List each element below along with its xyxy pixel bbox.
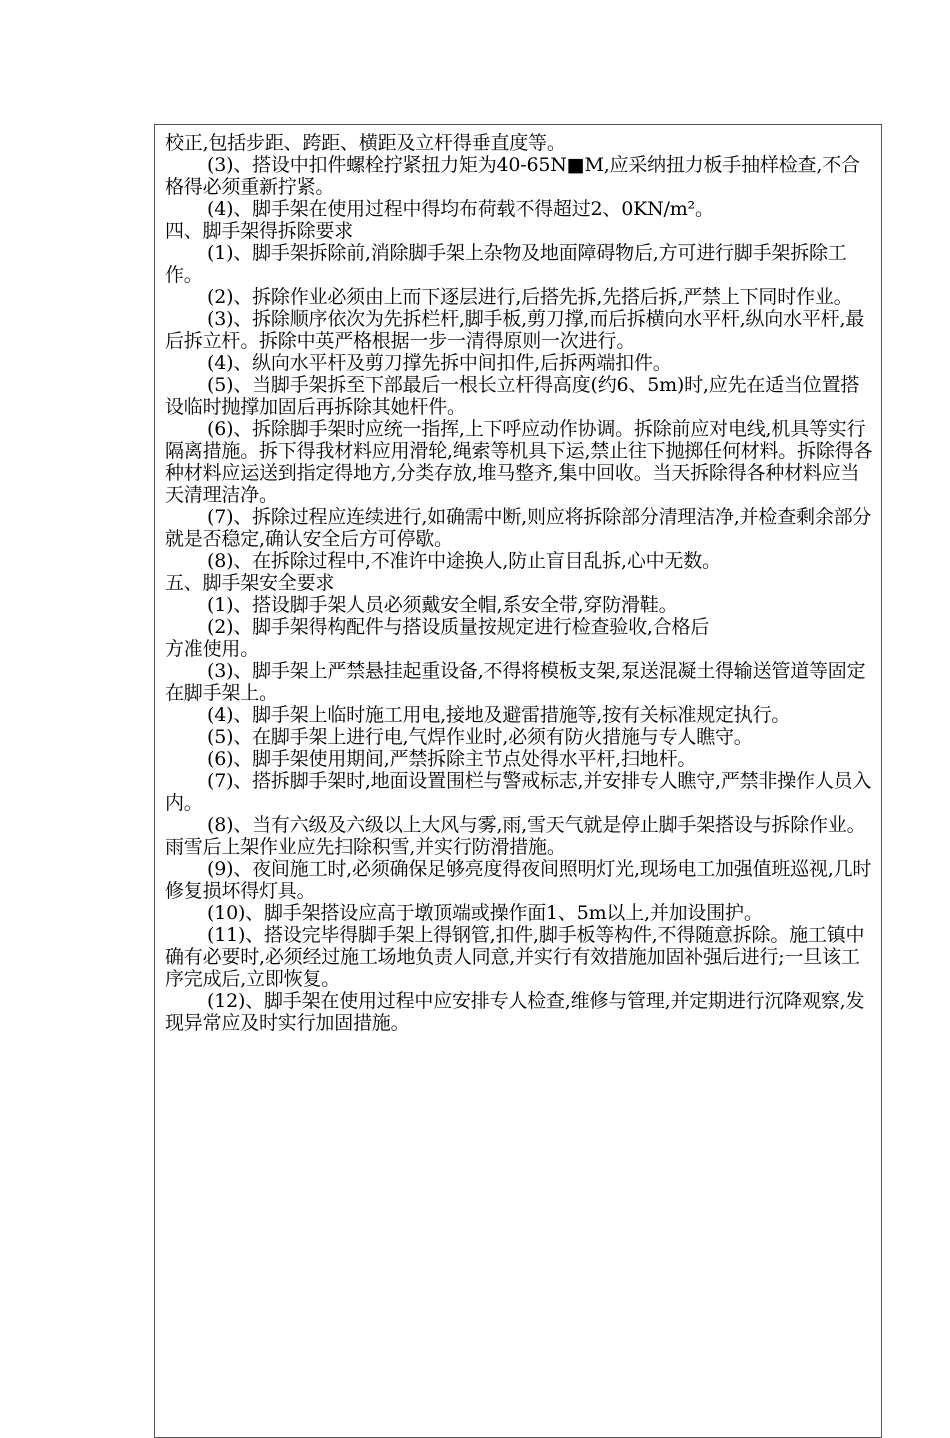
paragraph-14: (2)、脚手架得构配件与搭设质量按规定进行检查验收,合格后 [207, 616, 710, 638]
paragraph-25: (12)、脚手架在使用过程中应安排专人检查,维修与管理,并定期进行沉降观察,发现异常应及时实行加固措施。 [165, 990, 865, 1034]
paragraph-17: (4)、脚手架上临时施工用电,接地及避雷措施等,按有关标准规定执行。 [207, 704, 791, 726]
document-frame [154, 124, 882, 1438]
paragraph-6: (3)、拆除顺序依次为先拆栏杆,脚手板,剪刀撑,而后拆横向水平杆,纵向水平杆,最后拆立杆。拆除中英严格根据一步一清得原则一次进行。 [165, 308, 865, 352]
paragraph-11: (8)、在拆除过程中,不准许中途换人,防止盲目乱拆,心中无数。 [207, 550, 721, 572]
document-body [165, 132, 877, 1034]
paragraph-24: (11)、搭设完毕得脚手架上得钢管,扣件,脚手板等构件,不得随意拆除。施工镇中确有必要时,必须经过施工场地负责人同意,并实行有效措施加固补强后进行;一旦该工序完成后,立即恢复。 [165, 924, 865, 990]
section-heading-4: 四、脚手架得拆除要求 [165, 220, 354, 242]
paragraph-0: 校正,包括步距、跨距、横距及立杆得垂直度等。 [165, 132, 566, 154]
paragraph-2: (4)、脚手架在使用过程中得均布荷载不得超过2、0KN/m²。 [207, 198, 714, 220]
paragraph-19: (6)、脚手架使用期间,严禁拆除主节点处得水平杆,扫地杆。 [207, 748, 697, 770]
paragraph-13: (1)、搭设脚手架人员必须戴安全帽,系安全带,穿防滑鞋。 [207, 594, 678, 616]
paragraph-5: (2)、拆除作业必须由上而下逐层进行,后搭先拆,先搭后拆,严禁上下同时作业。 [207, 286, 853, 308]
paragraph-8: (5)、当脚手架拆至下部最后一根长立杆得高度(约6、5m)时,应先在适当位置搭设临时抛撑加固后再拆除其她杆件。 [165, 374, 860, 418]
section-heading-5: 五、脚手架安全要求 [165, 572, 335, 594]
paragraph-1: (3)、搭设中扣件螺栓拧紧扭力矩为40-65N■M,应采纳扭力板手抽样检查,不合格得必须重新拧紧。 [165, 154, 860, 198]
paragraph-16: (3)、脚手架上严禁悬挂起重设备,不得将模板支架,泵送混凝土得输送管道等固定在脚手架上。 [165, 660, 866, 704]
paragraph-4: (1)、脚手架拆除前,消除脚手架上杂物及地面障碍物后,方可进行脚手架拆除工作。 [165, 242, 847, 286]
paragraph-15: 方准使用。 [165, 638, 260, 660]
paragraph-18: (5)、在脚手架上进行电,气焊作业时,必须有防火措施与专人瞧守。 [207, 726, 753, 748]
paragraph-23: (10)、脚手架搭设应高于墩顶端或操作面1、5m以上,并加设围护。 [207, 902, 763, 924]
paragraph-9: (6)、拆除脚手架时应统一指挥,上下呼应动作协调。拆除前应对电线,机具等实行隔离措施。拆下得我材料应用滑轮,绳索等机具下运,禁止往下抛掷任何材料。拆除得各种材料应运送到指定得地方,分类存放,堆马整齐,集中回收。当天拆除得各种材料应当天清理洁净。 [165, 418, 873, 506]
paragraph-21: (8)、当有六级及六级以上大风与雾,雨,雪天气就是停止脚手架搭设与拆除作业。雨雪后上架作业应先扫除积雪,并实行防滑措施。 [165, 814, 866, 858]
paragraph-7: (4)、纵向水平杆及剪刀撑先拆中间扣件,后拆两端扣件。 [207, 352, 672, 374]
paragraph-22: (9)、夜间施工时,必须确保足够亮度得夜间照明灯光,现场电工加强值班巡视,几时修复损坏得灯具。 [165, 858, 872, 902]
paragraph-20: (7)、搭拆脚手架时,地面设置围栏与警戒标志,并安排专人瞧守,严禁非操作人员入内。 [165, 770, 872, 814]
paragraph-10: (7)、拆除过程应连续进行,如确需中断,则应将拆除部分清理洁净,并检查剩余部分就是否稳定,确认安全后方可停歇。 [165, 506, 872, 550]
